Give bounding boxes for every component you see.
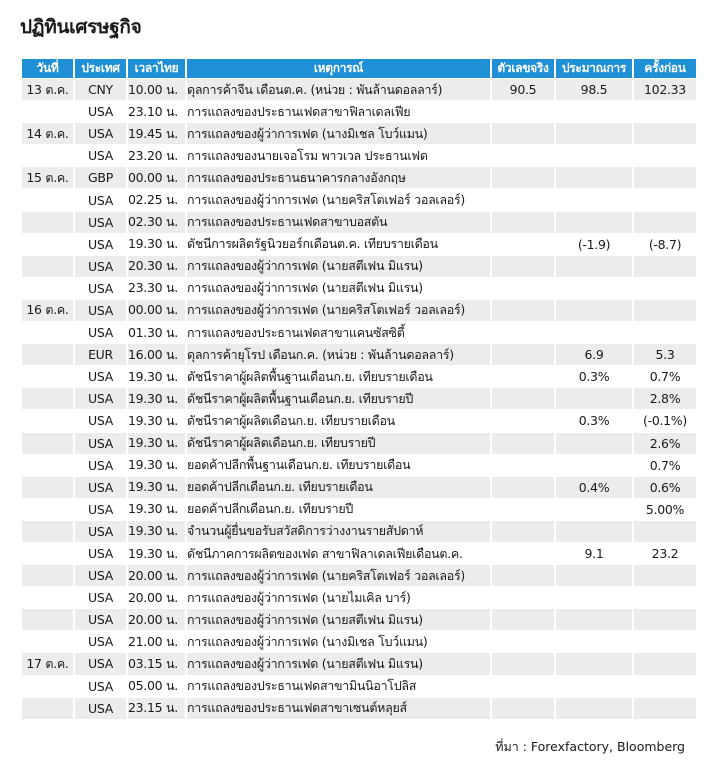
actual-cell — [492, 477, 554, 498]
date-cell: 16 ต.ค. — [22, 300, 73, 321]
country-cell: USA — [75, 565, 126, 586]
event-cell: ยอดค้าปลีกพื้นฐานเดือนก.ย. เทียบรายเดือน — [187, 457, 411, 473]
actual-cell — [492, 587, 554, 608]
actual-cell — [492, 167, 554, 188]
time-cell: 19.30 น. — [128, 501, 178, 517]
date-cell: 13 ต.ค. — [22, 79, 73, 100]
date-cell — [22, 101, 73, 122]
date-cell — [22, 433, 73, 454]
time-cell: 20.30 น. — [128, 256, 185, 277]
date-cell — [22, 344, 73, 365]
event-cell: การแถลงของผู้ว่าการเฟด (นางมิเชล โบว์แมน) — [187, 123, 490, 144]
time-cell: 23.10 น. — [128, 103, 178, 119]
table-row — [22, 587, 696, 608]
actual-cell — [492, 499, 554, 520]
event-cell: ดุลการค้าจีน เดือนต.ค. (หน่วย : พันล้านดอลลาร์) — [187, 79, 490, 100]
previous-cell — [634, 189, 696, 210]
table-row — [22, 79, 696, 100]
forecast-cell: 0.3% — [578, 369, 610, 385]
event-cell: การแถลงของประธานเฟดสาขาบอสตัน — [187, 212, 490, 233]
forecast-cell — [556, 167, 632, 188]
forecast-cell — [556, 278, 632, 299]
actual-cell — [492, 609, 554, 630]
time-cell: 19.30 น. — [128, 236, 178, 252]
time-cell: 19.30 น. — [128, 457, 178, 473]
table-row — [22, 455, 696, 476]
time-cell: 03.15 น. — [128, 653, 185, 674]
previous-cell — [634, 609, 696, 630]
event-cell: การแถลงของประธานเฟดสาขาฟิลาเดลเฟีย — [187, 103, 411, 119]
actual-cell — [492, 366, 554, 387]
date-cell: 14 ต.ค. — [22, 123, 73, 144]
previous-cell: (-0.1%) — [643, 413, 687, 429]
date-cell — [22, 609, 73, 630]
date-cell — [22, 410, 73, 431]
date-cell — [22, 189, 73, 210]
country-cell: USA — [75, 653, 126, 674]
table-row — [22, 609, 696, 630]
time-cell: 20.00 น. — [128, 609, 185, 630]
table-row — [22, 477, 696, 498]
table-row — [22, 543, 696, 564]
event-cell: ยอดค้าปลีกเดือนก.ย. เทียบรายเดือน — [187, 477, 490, 498]
table-row — [22, 499, 696, 520]
time-cell: 02.25 น. — [128, 192, 178, 208]
time-cell: 01.30 น. — [128, 324, 178, 340]
forecast-cell — [556, 101, 632, 122]
table-row — [22, 344, 696, 365]
table-row — [22, 278, 696, 299]
forecast-cell — [556, 609, 632, 630]
time-cell: 19.30 น. — [128, 545, 178, 561]
date-cell — [22, 145, 73, 166]
previous-cell — [634, 653, 696, 674]
time-cell: 23.15 น. — [128, 698, 185, 719]
table-row — [22, 433, 696, 454]
previous-cell: 23.2 — [651, 546, 679, 562]
country-cell: USA — [88, 192, 113, 208]
table-row — [22, 256, 696, 277]
forecast-cell — [556, 145, 632, 166]
time-cell: 00.00 น. — [128, 167, 185, 188]
table-row — [22, 145, 696, 166]
date-cell — [22, 698, 73, 719]
event-cell: การแถลงของประธานเฟดสาขาเซนต์หลุยส์ — [187, 698, 490, 719]
event-cell: ดุลการค้ายุโรป เดือนก.ค. (หน่วย : พันล้านดอลลาร์) — [187, 344, 490, 365]
table-row — [22, 521, 696, 542]
table-row — [22, 167, 696, 188]
date-cell — [22, 256, 73, 277]
country-cell: USA — [88, 501, 113, 517]
time-cell: 23.20 น. — [128, 147, 178, 163]
table-row — [22, 300, 696, 321]
forecast-cell: 0.3% — [578, 413, 610, 429]
forecast-cell — [556, 189, 632, 210]
time-cell: 19.30 น. — [128, 521, 185, 542]
date-cell — [22, 499, 73, 520]
forecast-cell: (-1.9) — [577, 236, 611, 252]
date-cell — [22, 234, 73, 255]
forecast-cell — [556, 212, 632, 233]
previous-cell: 0.6% — [634, 477, 696, 498]
date-cell — [22, 565, 73, 586]
actual-cell — [492, 410, 554, 431]
header-forecast: ประมาณการ — [556, 59, 632, 78]
event-cell: การแถลงของผู้ว่าการเฟด (นายคริสโตเฟอร์ วอลเลอร์) — [187, 565, 490, 586]
time-cell: 23.30 น. — [128, 280, 178, 296]
previous-cell — [634, 676, 696, 697]
page-title: ปฏิทินเศรษฐกิจ — [20, 16, 142, 38]
event-cell: การแถลงของนายเจอโรม พาวเวล ประธานเฟด — [187, 147, 428, 163]
forecast-cell — [556, 123, 632, 144]
previous-cell — [634, 565, 696, 586]
header-country: ประเทศ — [75, 59, 126, 78]
previous-cell: 5.00% — [645, 501, 685, 517]
previous-cell: 0.7% — [649, 369, 681, 385]
previous-cell — [634, 256, 696, 277]
previous-cell — [634, 521, 696, 542]
country-cell: USA — [88, 148, 113, 164]
forecast-cell: 9.1 — [584, 546, 604, 562]
table-row — [22, 123, 696, 144]
actual-cell — [492, 278, 554, 299]
actual-cell — [492, 256, 554, 277]
table-row — [22, 698, 696, 719]
forecast-cell — [556, 653, 632, 674]
actual-cell — [492, 653, 554, 674]
date-cell: 17 ต.ค. — [22, 653, 73, 674]
country-cell: USA — [75, 212, 126, 233]
forecast-cell — [556, 388, 632, 409]
actual-cell — [492, 189, 554, 210]
table-row — [22, 322, 696, 343]
actual-cell — [492, 676, 554, 697]
table-row — [22, 631, 696, 652]
country-cell: USA — [75, 698, 126, 719]
previous-cell — [634, 123, 696, 144]
date-cell — [22, 455, 73, 476]
time-cell: 05.00 น. — [128, 678, 178, 694]
economic-calendar-table — [20, 58, 698, 720]
country-cell: USA — [88, 236, 113, 252]
country-cell: USA — [75, 256, 126, 277]
previous-cell — [634, 322, 696, 343]
date-cell — [22, 631, 73, 652]
actual-cell — [492, 101, 554, 122]
forecast-cell — [556, 455, 632, 476]
time-cell: 19.45 น. — [128, 123, 185, 144]
previous-cell: 5.3 — [634, 344, 696, 365]
country-cell: USA — [88, 634, 113, 650]
country-cell: USA — [88, 678, 113, 694]
forecast-cell — [556, 256, 632, 277]
event-cell: การแถลงของผู้ว่าการเฟด (นายไมเคิล บาร์) — [187, 589, 411, 605]
country-cell: USA — [88, 457, 113, 473]
date-cell — [22, 587, 73, 608]
country-cell: CNY — [75, 79, 126, 100]
event-cell: การแถลงของผู้ว่าการเฟด (นายสตีเฟน มิแรน) — [187, 280, 423, 296]
event-cell: ดัชนีราคาผู้ผลิตเดือนก.ย. เทียบรายปี — [187, 433, 490, 454]
table-row — [22, 565, 696, 586]
time-cell: 19.30 น. — [128, 433, 185, 454]
date-cell — [22, 477, 73, 498]
forecast-cell — [556, 433, 632, 454]
previous-cell: 2.6% — [634, 433, 696, 454]
date-cell — [22, 543, 73, 564]
event-cell: การแถลงของผู้ว่าการเฟด (นายสตีเฟน มิแรน) — [187, 609, 490, 630]
country-cell: USA — [88, 104, 113, 120]
actual-cell — [492, 212, 554, 233]
previous-cell: (-8.7) — [648, 236, 682, 252]
table-row — [22, 388, 696, 409]
previous-cell — [634, 278, 696, 299]
event-cell: การแถลงของผู้ว่าการเฟด (นายคริสโตเฟอร์ วอลเลอร์) — [187, 300, 490, 321]
header-date: วันที่ — [22, 59, 73, 78]
time-cell: 19.30 น. — [128, 368, 178, 384]
table-header-row — [22, 59, 696, 78]
date-cell — [22, 212, 73, 233]
table-row — [22, 676, 696, 697]
previous-cell — [634, 698, 696, 719]
time-cell: 02.30 น. — [128, 212, 185, 233]
forecast-cell — [556, 676, 632, 697]
event-cell: ดัชนีราคาผู้ผลิตพื้นฐานเดือนก.ย. เทียบรายเดือน — [187, 368, 433, 384]
actual-cell — [492, 234, 554, 255]
actual-cell — [492, 543, 554, 564]
header-time: เวลาไทย — [128, 59, 185, 78]
table-row — [22, 366, 696, 387]
forecast-cell: 98.5 — [556, 79, 632, 100]
country-cell: USA — [75, 388, 126, 409]
event-cell: การแถลงของผู้ว่าการเฟด (นายสตีเฟน มิแรน) — [187, 653, 490, 674]
time-cell: 21.00 น. — [128, 633, 178, 649]
time-cell: 19.30 น. — [128, 477, 185, 498]
country-cell: USA — [88, 546, 113, 562]
forecast-cell — [556, 499, 632, 520]
country-cell: USA — [88, 369, 113, 385]
previous-cell: 2.8% — [634, 388, 696, 409]
event-cell: ดัชนีการผลิตรัฐนิวยอร์กเดือนต.ค. เทียบรายเดือน — [187, 236, 438, 252]
actual-cell — [492, 455, 554, 476]
time-cell: 10.00 น. — [128, 79, 185, 100]
country-cell: USA — [75, 300, 126, 321]
forecast-cell — [556, 322, 632, 343]
event-cell: การแถลงของประธานเฟดสาขาแคนซัสซิตี้ — [187, 324, 405, 340]
country-cell: USA — [75, 477, 126, 498]
actual-cell — [492, 565, 554, 586]
forecast-cell: 6.9 — [556, 344, 632, 365]
table-row — [22, 101, 696, 122]
country-cell: EUR — [75, 344, 126, 365]
source-note: ที่มา : Forexfactory, Bloomberg — [495, 739, 685, 754]
country-cell: USA — [88, 590, 113, 606]
actual-cell — [492, 123, 554, 144]
date-cell — [22, 366, 73, 387]
event-cell: ดัชนีราคาผู้ผลิตพื้นฐานเดือนก.ย. เทียบรายปี — [187, 388, 490, 409]
event-cell: จำนวนผู้ยื่นขอรับสวัสดิการว่างงานรายสัปดาห์ — [187, 521, 490, 542]
country-cell: USA — [75, 609, 126, 630]
forecast-cell — [556, 631, 632, 652]
table-row — [22, 410, 696, 431]
actual-cell — [492, 388, 554, 409]
event-cell: การแถลงของประธานธนาคารกลางอังกฤษ — [187, 167, 490, 188]
country-cell: USA — [88, 325, 113, 341]
country-cell: USA — [75, 433, 126, 454]
previous-cell — [634, 212, 696, 233]
time-cell: 16.00 น. — [128, 344, 185, 365]
event-cell: ยอดค้าปลีกเดือนก.ย. เทียบรายปี — [187, 501, 354, 517]
header-event: เหตุการณ์ — [187, 59, 490, 78]
event-cell: การแถลงของผู้ว่าการเฟด (นายคริสโตเฟอร์ วอลเลอร์) — [187, 192, 465, 208]
country-cell: USA — [88, 413, 113, 429]
time-cell: 19.30 น. — [128, 412, 178, 428]
table-row — [22, 653, 696, 674]
previous-cell — [634, 145, 696, 166]
table-row — [22, 212, 696, 233]
previous-cell — [634, 101, 696, 122]
time-cell: 19.30 น. — [128, 388, 185, 409]
event-cell: ดัชนีภาคการผลิตของเฟด สาขาฟิลาเดลเฟียเดือนต.ค. — [187, 545, 463, 561]
header-previous: ครั้งก่อน — [634, 59, 696, 78]
actual-cell — [492, 300, 554, 321]
event-cell: การแถลงของผู้ว่าการเฟด (นายสตีเฟน มิแรน) — [187, 256, 490, 277]
previous-cell — [634, 167, 696, 188]
previous-cell — [634, 300, 696, 321]
previous-cell: 102.33 — [634, 79, 696, 100]
event-cell: ดัชนีราคาผู้ผลิตเดือนก.ย. เทียบรายเดือน — [187, 412, 395, 428]
forecast-cell — [556, 300, 632, 321]
actual-cell — [492, 145, 554, 166]
forecast-cell — [556, 587, 632, 608]
forecast-cell — [556, 521, 632, 542]
previous-cell — [634, 587, 696, 608]
forecast-cell: 0.4% — [556, 477, 632, 498]
previous-cell: 0.7% — [649, 457, 681, 473]
date-cell — [22, 521, 73, 542]
date-cell: 15 ต.ค. — [22, 167, 73, 188]
date-cell — [22, 322, 73, 343]
table-row — [22, 234, 696, 255]
event-cell: การแถลงของประธานเฟดสาขามินนิอาโปลิส — [187, 678, 417, 694]
date-cell — [22, 388, 73, 409]
forecast-cell — [556, 565, 632, 586]
country-cell: USA — [75, 521, 126, 542]
forecast-cell — [556, 698, 632, 719]
country-cell: GBP — [75, 167, 126, 188]
header-actual: ตัวเลขจริง — [492, 59, 554, 78]
actual-cell — [492, 521, 554, 542]
country-cell: USA — [75, 123, 126, 144]
country-cell: USA — [88, 280, 113, 296]
table-row — [22, 189, 696, 210]
actual-cell: 90.5 — [492, 79, 554, 100]
time-cell: 20.00 น. — [128, 565, 185, 586]
date-cell — [22, 676, 73, 697]
actual-cell — [492, 433, 554, 454]
time-cell: 00.00 น. — [128, 300, 185, 321]
date-cell — [22, 278, 73, 299]
actual-cell — [492, 698, 554, 719]
actual-cell — [492, 631, 554, 652]
previous-cell — [634, 631, 696, 652]
actual-cell — [492, 344, 554, 365]
event-cell: การแถลงของผู้ว่าการเฟด (นางมิเชล โบว์แมน) — [187, 633, 428, 649]
time-cell: 20.00 น. — [128, 589, 178, 605]
actual-cell — [492, 322, 554, 343]
